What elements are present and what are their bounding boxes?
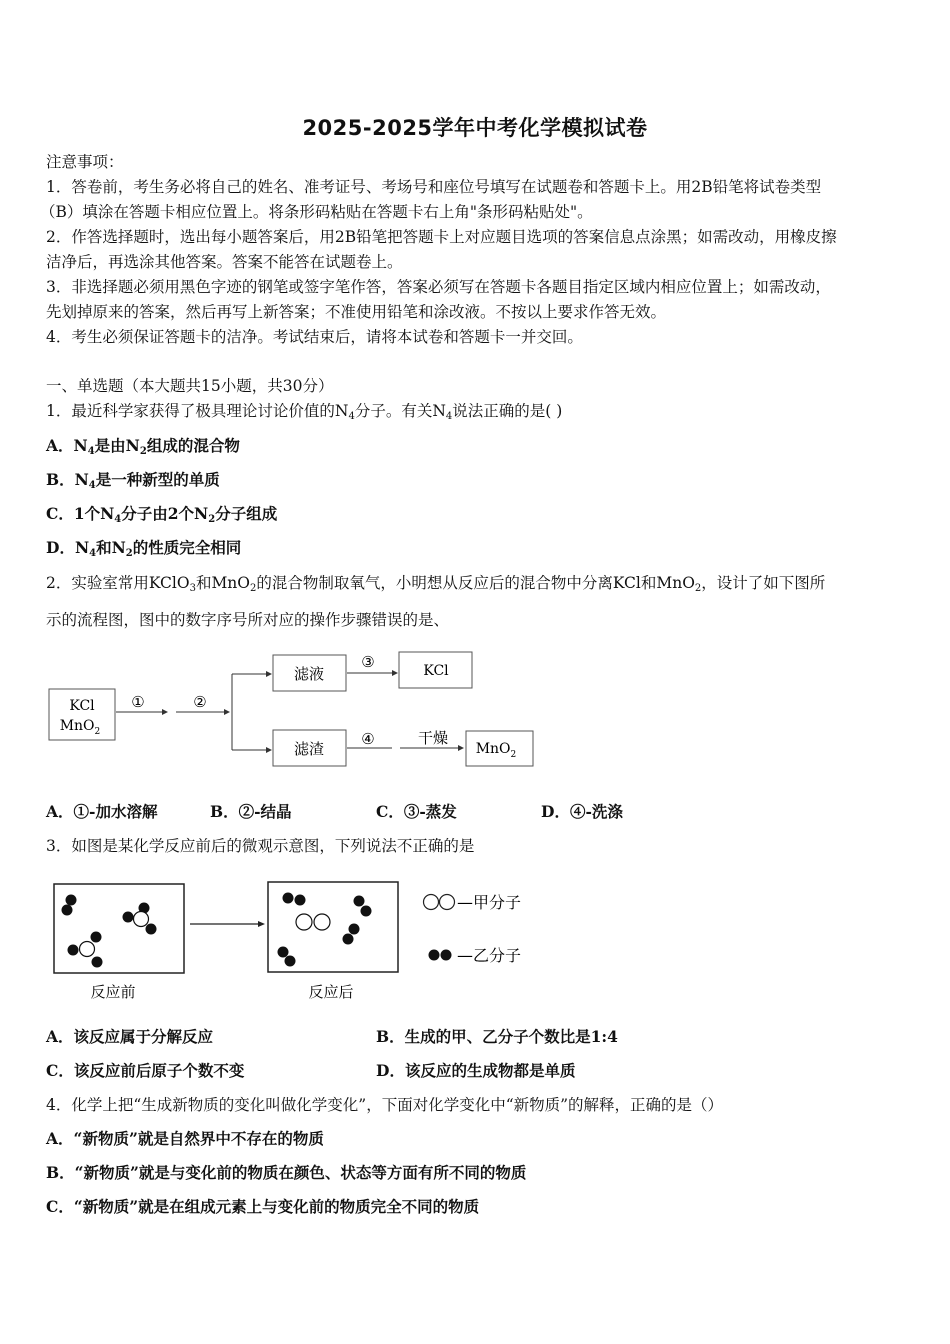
kcl-label: KCl <box>423 663 449 679</box>
subscript: 4 <box>114 514 122 525</box>
mixture-mno2-label: MnO$_2$ <box>59 718 101 737</box>
notice-heading: 注意事项： <box>46 153 124 171</box>
page-title: 2025-2025学年中考化学模拟试卷 <box>302 116 648 140</box>
subscript: 2 <box>139 446 147 457</box>
subscript: 2 <box>125 548 133 559</box>
subscript: 4 <box>348 411 355 422</box>
atom-black <box>285 956 296 967</box>
atom-black <box>283 893 294 904</box>
arrowhead <box>258 921 265 927</box>
notice-item-2b: 洁净后，再选涂其他答案。答案不能答在试题卷上。 <box>46 253 403 271</box>
legend-yi-label: —乙分子 <box>457 946 522 965</box>
q4-option-b[interactable]: B．“新物质”就是与变化前的物质在颜色、状态等方面有所不同的物质 <box>46 1163 527 1182</box>
q2-stem <box>46 573 825 593</box>
filtrate-label: 滤液 <box>293 665 325 683</box>
atom-black <box>295 895 306 906</box>
subscript: 2 <box>250 583 257 594</box>
mixture-kcl-label: KCl <box>69 698 95 714</box>
atom-white <box>134 912 149 927</box>
step2-label: ② <box>193 693 207 711</box>
option-text: C．1个N <box>46 504 115 523</box>
notice-item-2a: 2．作答选择题时，选出每小题答案后，用2B铅笔把答题卡上对应题目选项的答案信息点涂黑；如需改动，用橡皮擦 <box>46 228 837 246</box>
legend-jia-label: —甲分子 <box>457 893 522 912</box>
notice-item-3b: 先划掉原来的答案，然后再写上新答案；不准使用铅笔和涂改液。不按以上要求作答无效。 <box>46 303 667 321</box>
option-text: 组成的混合物 <box>146 436 240 455</box>
atom-black <box>343 934 354 945</box>
q3-option-c[interactable]: C．该反应前后原子个数不变 <box>46 1061 245 1080</box>
subscript: 4 <box>87 446 95 457</box>
q1-stem-part: 说法正确的是( ) <box>452 402 563 420</box>
before-label: 反应前 <box>90 983 136 1001</box>
option-text: 和N <box>96 538 126 557</box>
option-text: 分子由2个N <box>121 504 209 523</box>
arrowhead <box>392 670 398 676</box>
q1-stem <box>46 401 562 421</box>
q2-stem-part: 2．实验室常用KClO <box>46 574 190 592</box>
legend-black-atom <box>429 950 440 961</box>
subscript: 2 <box>208 514 216 525</box>
q1-option-d[interactable] <box>46 538 241 558</box>
atom-black <box>146 924 157 935</box>
mno2-label: MnO$_2$ <box>475 741 517 760</box>
atom-black <box>278 947 289 958</box>
subscript: 4 <box>445 411 453 422</box>
subscript: 4 <box>88 480 96 491</box>
notice-item-1b: （B）填涂在答题卡相应位置上。将条形码粘贴在答题卡右上角"条形码粘贴处"。 <box>40 203 593 221</box>
atom-black <box>123 912 134 923</box>
option-text: 的性质完全相同 <box>132 538 242 557</box>
arrowhead <box>458 745 464 751</box>
q1-stem-part: 分子。有关N <box>354 402 446 420</box>
q3-stem: 3．如图是某化学反应前后的微观示意图，下列说法不正确的是 <box>46 837 475 855</box>
step4-label: ④ <box>361 730 375 748</box>
q1-stem-part: 1．最近科学家获得了极具理论讨论价值的N <box>46 402 349 420</box>
subscript: 2 <box>694 583 702 594</box>
q2-stem-part: ，设计了如下图所 <box>701 574 826 592</box>
notice-item-3a: 3．非选择题必须用黑色字迹的钢笔或签字笔作答，答案必须写在答题卡各题目指定区域内相应位置上；如需改动， <box>46 278 831 296</box>
option-text: 是一种新型的单质 <box>95 470 220 489</box>
step1-label: ① <box>131 693 145 711</box>
atom-black <box>361 906 372 917</box>
arrowhead <box>162 709 168 715</box>
separation-flowchart <box>40 645 550 775</box>
option-text: 是由N <box>94 436 140 455</box>
notice-item-4: 4．考生必须保证答题卡的洁净。考试结束后，请将本试卷和答题卡一并交回。 <box>46 328 583 346</box>
q4-stem: 4．化学上把“生成新物质的变化叫做化学变化”，下面对化学变化中“新物质”的解释，正确的是（） <box>46 1096 724 1114</box>
option-text: A．N <box>46 436 88 455</box>
atom-black <box>66 895 77 906</box>
atom-black <box>62 905 73 916</box>
q1-option-a[interactable] <box>46 436 240 456</box>
arrowhead <box>266 747 272 753</box>
subscript: 3 <box>189 583 196 594</box>
q3-option-b[interactable]: B．生成的甲、乙分子个数比是1:4 <box>376 1027 618 1046</box>
atom-white <box>314 914 330 930</box>
atom-black <box>354 896 365 907</box>
q2-option-b[interactable]: B．②-结晶 <box>210 802 292 821</box>
step3-label: ③ <box>361 653 375 671</box>
section-heading: 一、单选题（本大题共15小题，共30分） <box>46 377 334 395</box>
arrowhead <box>266 671 272 677</box>
option-text: 分子组成 <box>215 504 278 523</box>
q1-option-b[interactable] <box>46 470 220 490</box>
q1-option-c[interactable] <box>46 504 277 524</box>
option-text: D．N <box>46 538 90 557</box>
atom-black <box>349 924 360 935</box>
notice-item-1a: 1．答卷前，考生务必将自己的姓名、准考证号、考场号和座位号填写在试题卷和答题卡上。用2B铅笔将试卷类型 <box>46 178 822 196</box>
residue-label: 滤渣 <box>293 740 325 758</box>
q4-option-c[interactable]: C．“新物质”就是在组成元素上与变化前的物质完全不同的物质 <box>46 1197 480 1216</box>
q3-option-d[interactable]: D．该反应的生成物都是单质 <box>376 1061 576 1080</box>
subscript: 4 <box>89 548 97 559</box>
legend-white-atom <box>440 895 455 910</box>
q4-option-a[interactable]: A．“新物质”就是自然界中不存在的物质 <box>46 1129 324 1148</box>
legend-black-atom <box>441 950 452 961</box>
q2-option-a[interactable]: A．①-加水溶解 <box>46 802 158 821</box>
q2-option-c[interactable]: C．③-蒸发 <box>376 802 457 821</box>
q2-stem-part: 和MnO <box>195 574 250 592</box>
q3-option-a[interactable]: A．该反应属于分解反应 <box>46 1027 214 1046</box>
molecular-diagram <box>48 878 558 1008</box>
arrowhead <box>224 709 230 715</box>
atom-white <box>296 914 312 930</box>
atom-black <box>68 945 79 956</box>
atom-black <box>92 957 103 968</box>
atom-black <box>91 932 102 943</box>
option-text: B．N <box>46 470 89 489</box>
q2-stem-line2: 示的流程图，图中的数字序号所对应的操作步骤错误的是、 <box>46 611 450 629</box>
dry-label: 干燥 <box>417 729 449 747</box>
after-label: 反应后 <box>308 983 354 1001</box>
q2-stem-part: 的混合物制取氧气，小明想从反应后的混合物中分离KCl和MnO <box>256 574 695 592</box>
legend-white-atom <box>424 895 439 910</box>
atom-white <box>80 942 95 957</box>
q2-option-d[interactable]: D．④-洗涤 <box>541 802 623 821</box>
